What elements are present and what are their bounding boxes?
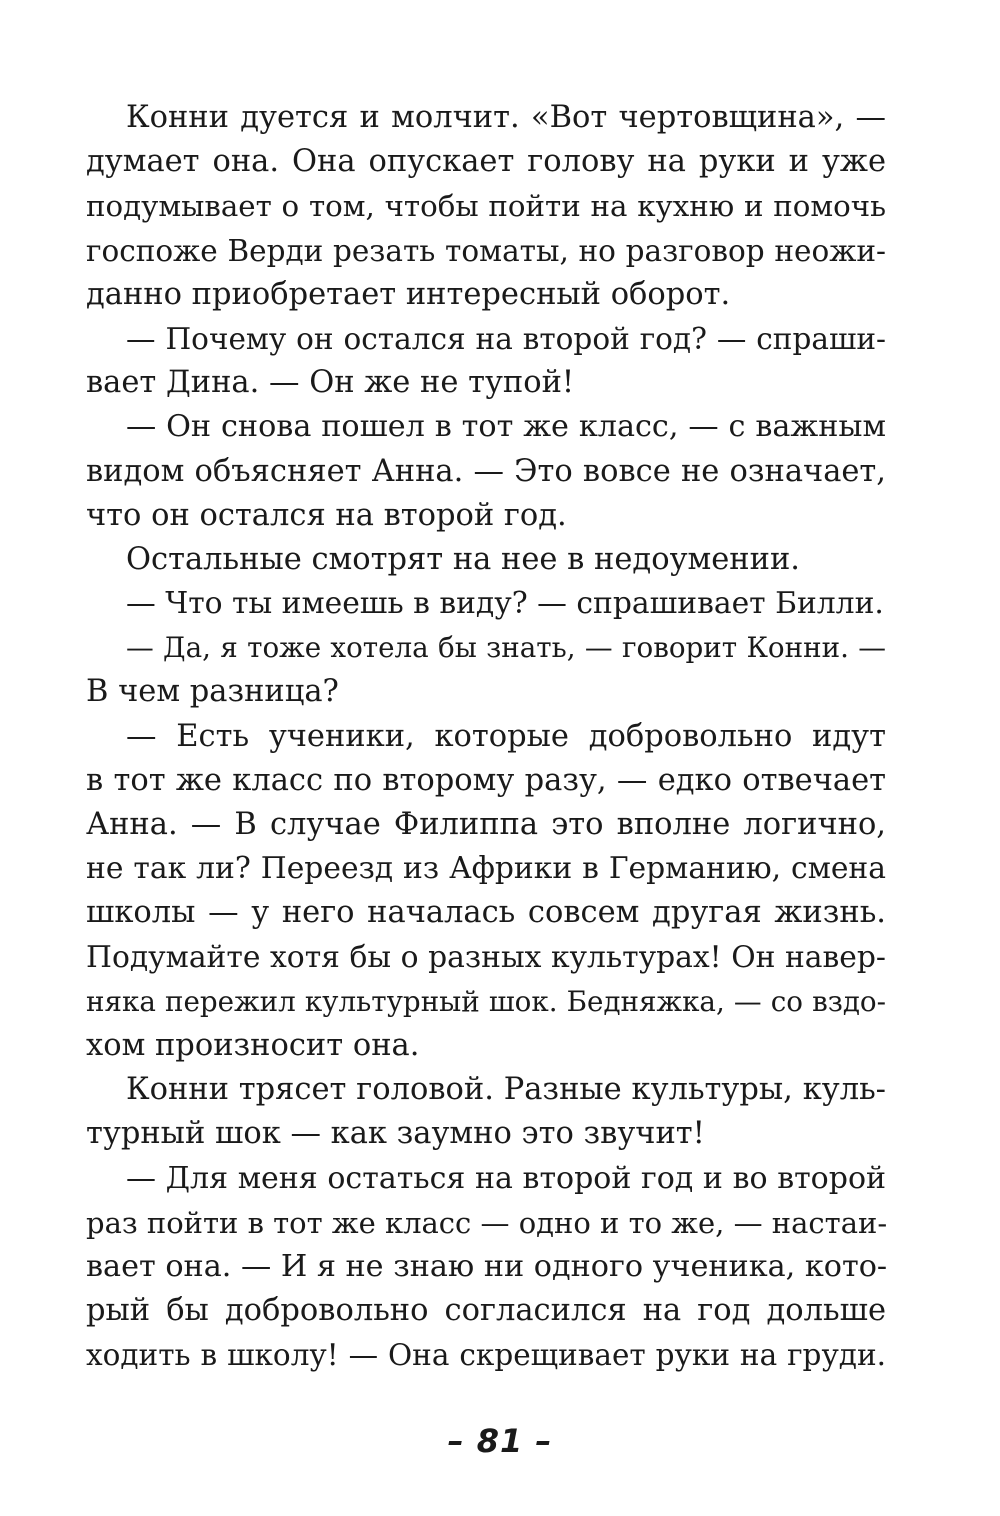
text-line: Анна. — В случае Филиппа это вполне логично,: [86, 807, 886, 842]
text-line: — Он снова пошел в тот же класс, — с важным: [126, 409, 886, 445]
text-line: — Для меня остаться на второй год и во второй: [126, 1160, 886, 1196]
text-line: турный шок — как заумно это звучит!: [86, 1116, 705, 1152]
text-line: видом объясняет Анна. — Это вовсе не означает,: [86, 453, 886, 489]
body-text: [86, 96, 886, 1377]
text-line: в тот же класс по второму разу, — едко отвечает: [86, 762, 886, 798]
text-line: — Почему он остался на второй год? — спраши-: [126, 321, 886, 356]
text-line: что он остался на второй год.: [86, 497, 567, 533]
text-line: подумывает о том, чтобы пойти на кухню и помочь: [86, 189, 886, 224]
text-line: Остальные смотрят на нее в недоумении.: [126, 541, 800, 577]
text-line: — Есть ученики, которые добровольно идут: [126, 718, 886, 754]
text-line: данно приобретает интересный оборот.: [86, 276, 731, 312]
text-line: раз пойти в тот же класс — одно и то же, — настаи-: [86, 1205, 888, 1240]
text-line: Подумайте хотя бы о разных культурах! Он навер-: [86, 939, 886, 975]
text-line: вает она. — И я не знаю ни одного ученика, кото-: [86, 1248, 888, 1284]
text-line: Конни дуется и молчит. «Вот чертовщина», —: [126, 100, 886, 135]
text-line: няка пережил культурный шок. Бедняжка, — со вздо-: [86, 984, 886, 1018]
text-line: В чем разница?: [86, 674, 339, 710]
text-line: госпоже Верди резать томаты, но разговор неожи-: [86, 233, 886, 268]
text-line: Конни трясет головой. Разные культуры, куль-: [126, 1072, 886, 1108]
text-line: школы — у него началась совсем другая жизнь.: [86, 895, 886, 931]
text-line: думает она. Она опускает голову на руки и уже: [86, 144, 886, 180]
text-line: вает Дина. — Он же не тупой!: [86, 365, 575, 401]
page-number: – 81 –: [447, 1422, 553, 1460]
text-line: ходить в школу! — Она скрещивает руки на груди.: [86, 1338, 886, 1373]
text-line: хом произносит она.: [86, 1027, 420, 1063]
text-line: не так ли? Переезд из Африки в Германию, смена: [86, 851, 886, 887]
text-line: — Да, я тоже хотела бы знать, — говорит Конни. —: [126, 631, 886, 665]
text-line: рый бы добровольно согласился на год дольше: [86, 1293, 886, 1329]
text-line: — Что ты имеешь в виду? — спрашивает Билли.: [126, 586, 884, 622]
